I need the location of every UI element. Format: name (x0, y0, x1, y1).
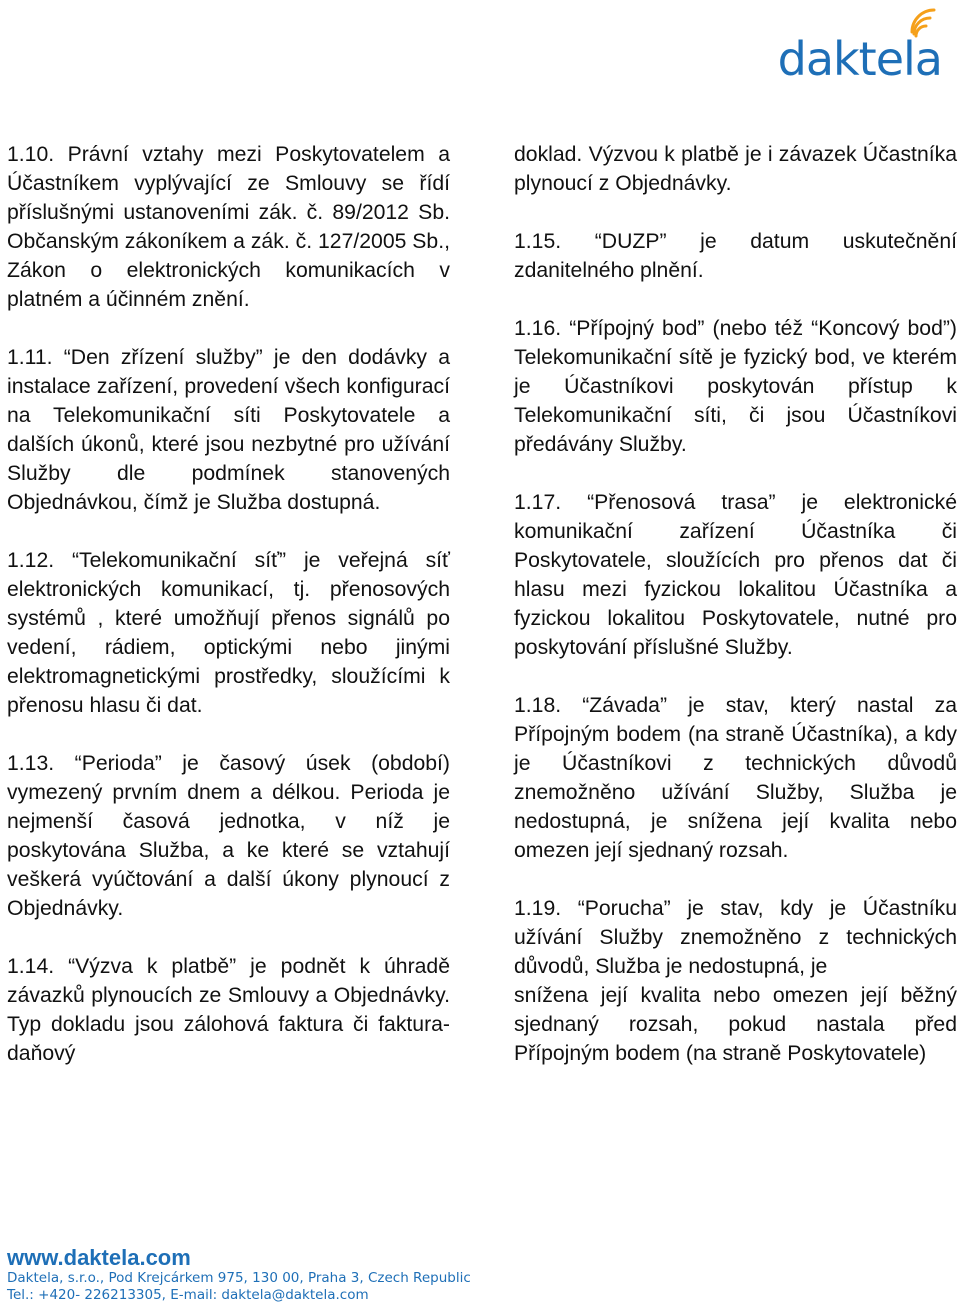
definition-1-14-continued: doklad. Výzvou k platbě je i závazek Účastníka plynoucí z Objednávky. (514, 143, 957, 195)
definition-1-15: 1.15. “DUZP” je datum uskutečnění zdanitelného plnění. (514, 230, 957, 282)
right-column (514, 140, 957, 1068)
daktela-logo (712, 4, 942, 94)
definition-1-10: 1.10. Právní vztahy mezi Poskytovatelem a Účastníkem vyplývající ze Smlouvy se řídí příslušnými ustanoveními zák. č. 89/2012 Sb. Občanským zákoníkem a zák. č. 127/2005 Sb., Zákon o elektronických komunikacích v platném a účinném znění. (7, 143, 450, 311)
definition-1-19: 1.19. “Porucha” je stav, kdy je Účastníku užívání Služby znemožněno z technických důvodů, Služba je nedostupná, je (514, 897, 957, 978)
left-column (7, 140, 450, 1068)
definition-1-12: 1.12. “Telekomunikační síť” je veřejná síť elektronických komunikací, tj. přenosových systémů , které umožňují přenos signálů po vedení, rádiem, optickými nebo jinými elektromagnetickými prostředky, sloužícími k přenosu hlasu či dat. (7, 549, 450, 717)
definition-1-14: 1.14. “Výzva k platbě” je podnět k úhradě závazků plynoucích ze Smlouvy a Objednávky. Typ dokladu jsou zálohová faktura či faktura-daňový (7, 955, 450, 1065)
company-address: Daktela, s.r.o., Pod Krejcárkem 975, 130 00, Praha 3, Czech Republic (7, 1270, 471, 1286)
page-footer (7, 1246, 707, 1304)
logo-wordmark: daktela (777, 32, 942, 86)
definition-1-16: 1.16. “Přípojný bod” (nebo též “Koncový bod”) Telekomunikační sítě je fyzický bod, ve kterém je Účastníkovi poskytován přístup k Telekomunikační síti, či jsou Účastníkovi předávány Služby. (514, 317, 957, 456)
definition-1-18: 1.18. “Závada” je stav, který nastal za Přípojným bodem (na straně Účastníka), a kdy je Účastníkovi z technických důvodů znemožněno užívání Služby, Služba je nedostupná, je snížena její kvalita nebo omezen její sjednaný rozsah. (514, 694, 957, 862)
website-link[interactable]: www.daktela.com (7, 1245, 191, 1270)
definition-1-19-continued: snížena její kvalita nebo omezen její běžný sjednaný rozsah, pokud nastala před Přípojným bodem (na straně Poskytovatele) (514, 984, 957, 1065)
contact-info: Tel.: +420- 226213305, E-mail: daktela@daktela.com (7, 1287, 369, 1303)
definition-1-13: 1.13. “Perioda” je časový úsek (období) vymezený prvním dnem a délkou. Perioda je nejmenší časová jednotka, v níž je poskytována Služba, a ke které se vztahují veškerá vyúčtování a další úkony plynoucí z Objednávky. (7, 752, 450, 920)
definition-1-17: 1.17. “Přenosová trasa” je elektronické komunikační zařízení Účastníka či Poskytovatele, sloužících pro přenos dat či hlasu mezi fyzickou lokalitou Účastníka a fyzickou lokalitou Poskytovatele, nutné pro poskytování příslušné Služby. (514, 491, 957, 659)
definition-1-11: 1.11. “Den zřízení služby” je den dodávky a instalace zařízení, provedení všech konfigurací na Telekomunikační síti Poskytovatele a dalších úkonů, které jsou nezbytné pro užívání Služby dle podmínek stanovených Objednávkou, čímž je Služba dostupná. (7, 346, 450, 514)
